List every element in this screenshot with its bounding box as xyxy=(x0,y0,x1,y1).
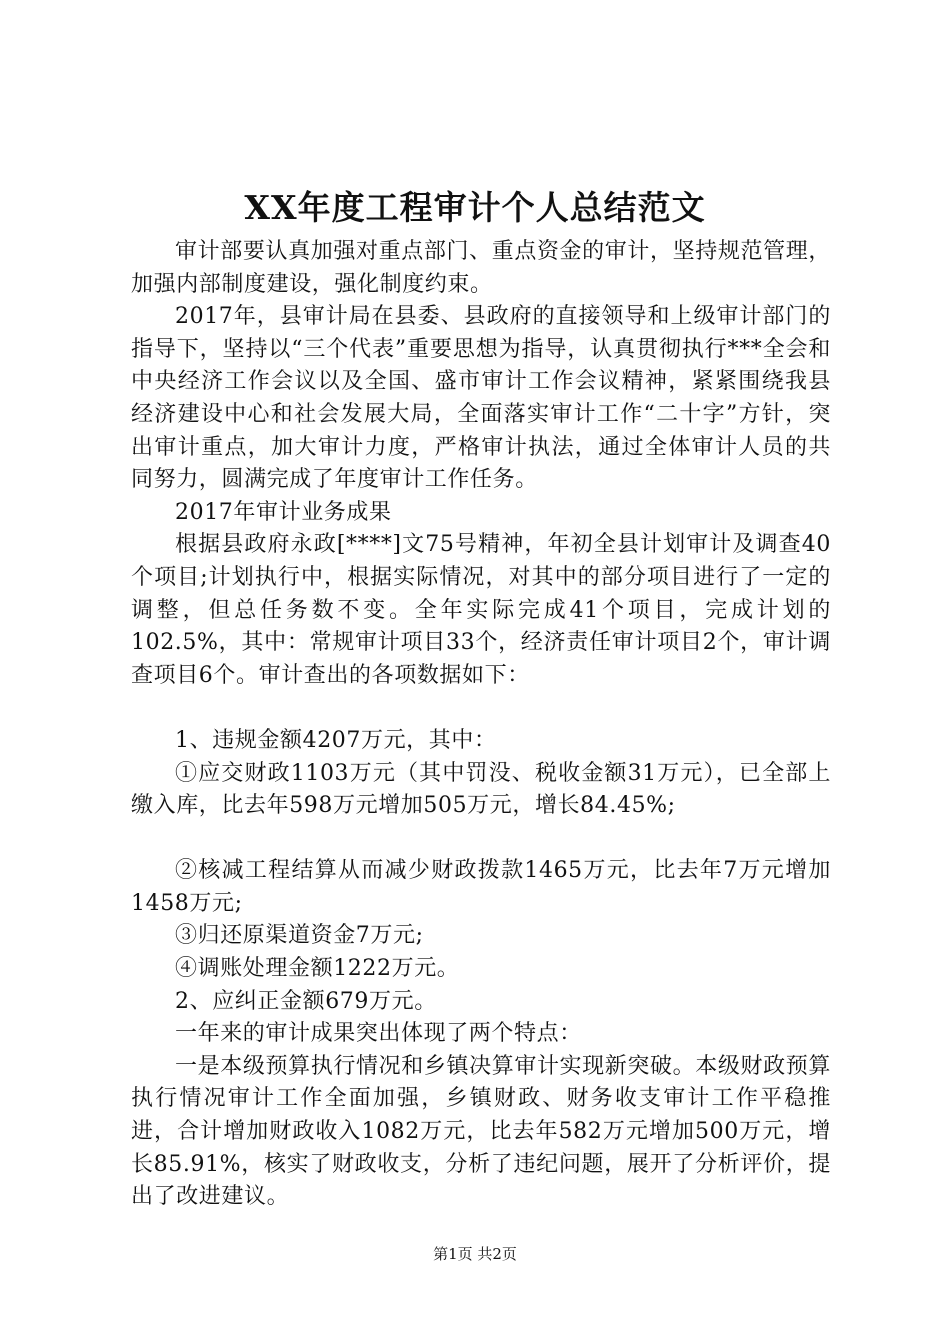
document-body xyxy=(131,236,831,1214)
list-item-correction-amount: 2、应纠正金额679万元。 xyxy=(175,988,437,1014)
paragraph-2017-summary: 2017年，县审计局在县委、县政府的直接领导和上级审计部门的指导下，坚持以“三个代表”重要思想为指导，认真贯彻执行***全会和中央经济工作会议以及全国、盛市审计工作会议精神，紧紧围绕我县经济建设中心和社会发展大局，全面落实审计工作“二十字”方针，突出审计重点，加大审计力度，严格审计执法，通过全体审计人员的共同努力，圆满完成了年度审计工作任务。 xyxy=(131,304,831,493)
list-item-account-adjustment: ④调账处理金额1222万元。 xyxy=(175,956,460,982)
paragraph-intro: 审计部要认真加强对重点部门、重点资金的审计，坚持规范管理，加强内部制度建设，强化制度约束。 xyxy=(131,239,831,297)
page-footer: 第1页 共2页 xyxy=(433,1245,517,1263)
list-item-returned-funds: ③归还原渠道资金7万元; xyxy=(175,923,424,949)
document-title: XX年度工程审计个人总结范文 xyxy=(244,188,706,227)
list-item-project-settlement: ②核减工程结算从而减少财政拨款1465万元，比去年7万元增加1458万元; xyxy=(131,858,831,916)
paragraph-project-count: 根据县政府永政[****]文75号精神，年初全县计划审计及调查40个项目;计划执行中，根据实际情况，对其中的部分项目进行了一定的调整，但总任务数不变。全年实际完成41个项目，完成计划的102.5%，其中：常规审计项目33个，经济责任审计项目2个，审计调查项目6个。审计查出的各项数据如下： xyxy=(131,532,831,688)
list-item-violation-amount: 1、违规金额4207万元，其中： xyxy=(175,727,497,753)
list-item-finance-payment: ①应交财政1103万元（其中罚没、税收金额31万元），已全部上缴入库，比去年598万元增加505万元，增长84.45%; xyxy=(131,760,831,819)
section-heading-achievements: 2017年审计业务成果 xyxy=(175,499,392,525)
paragraph-two-features: 一年来的审计成果突出体现了两个特点： xyxy=(175,1021,582,1047)
paragraph-feature-one: 一是本级预算执行情况和乡镇决算审计实现新突破。本级财政预算执行情况审计工作全面加强，乡镇财政、财务收支审计工作平稳推进，合计增加财政收入1082万元，比去年582万元增加500万元，增长85.91%，核实了财政收支，分析了违纪问题，展开了分析评价，提出了改进建议。 xyxy=(131,1053,831,1210)
